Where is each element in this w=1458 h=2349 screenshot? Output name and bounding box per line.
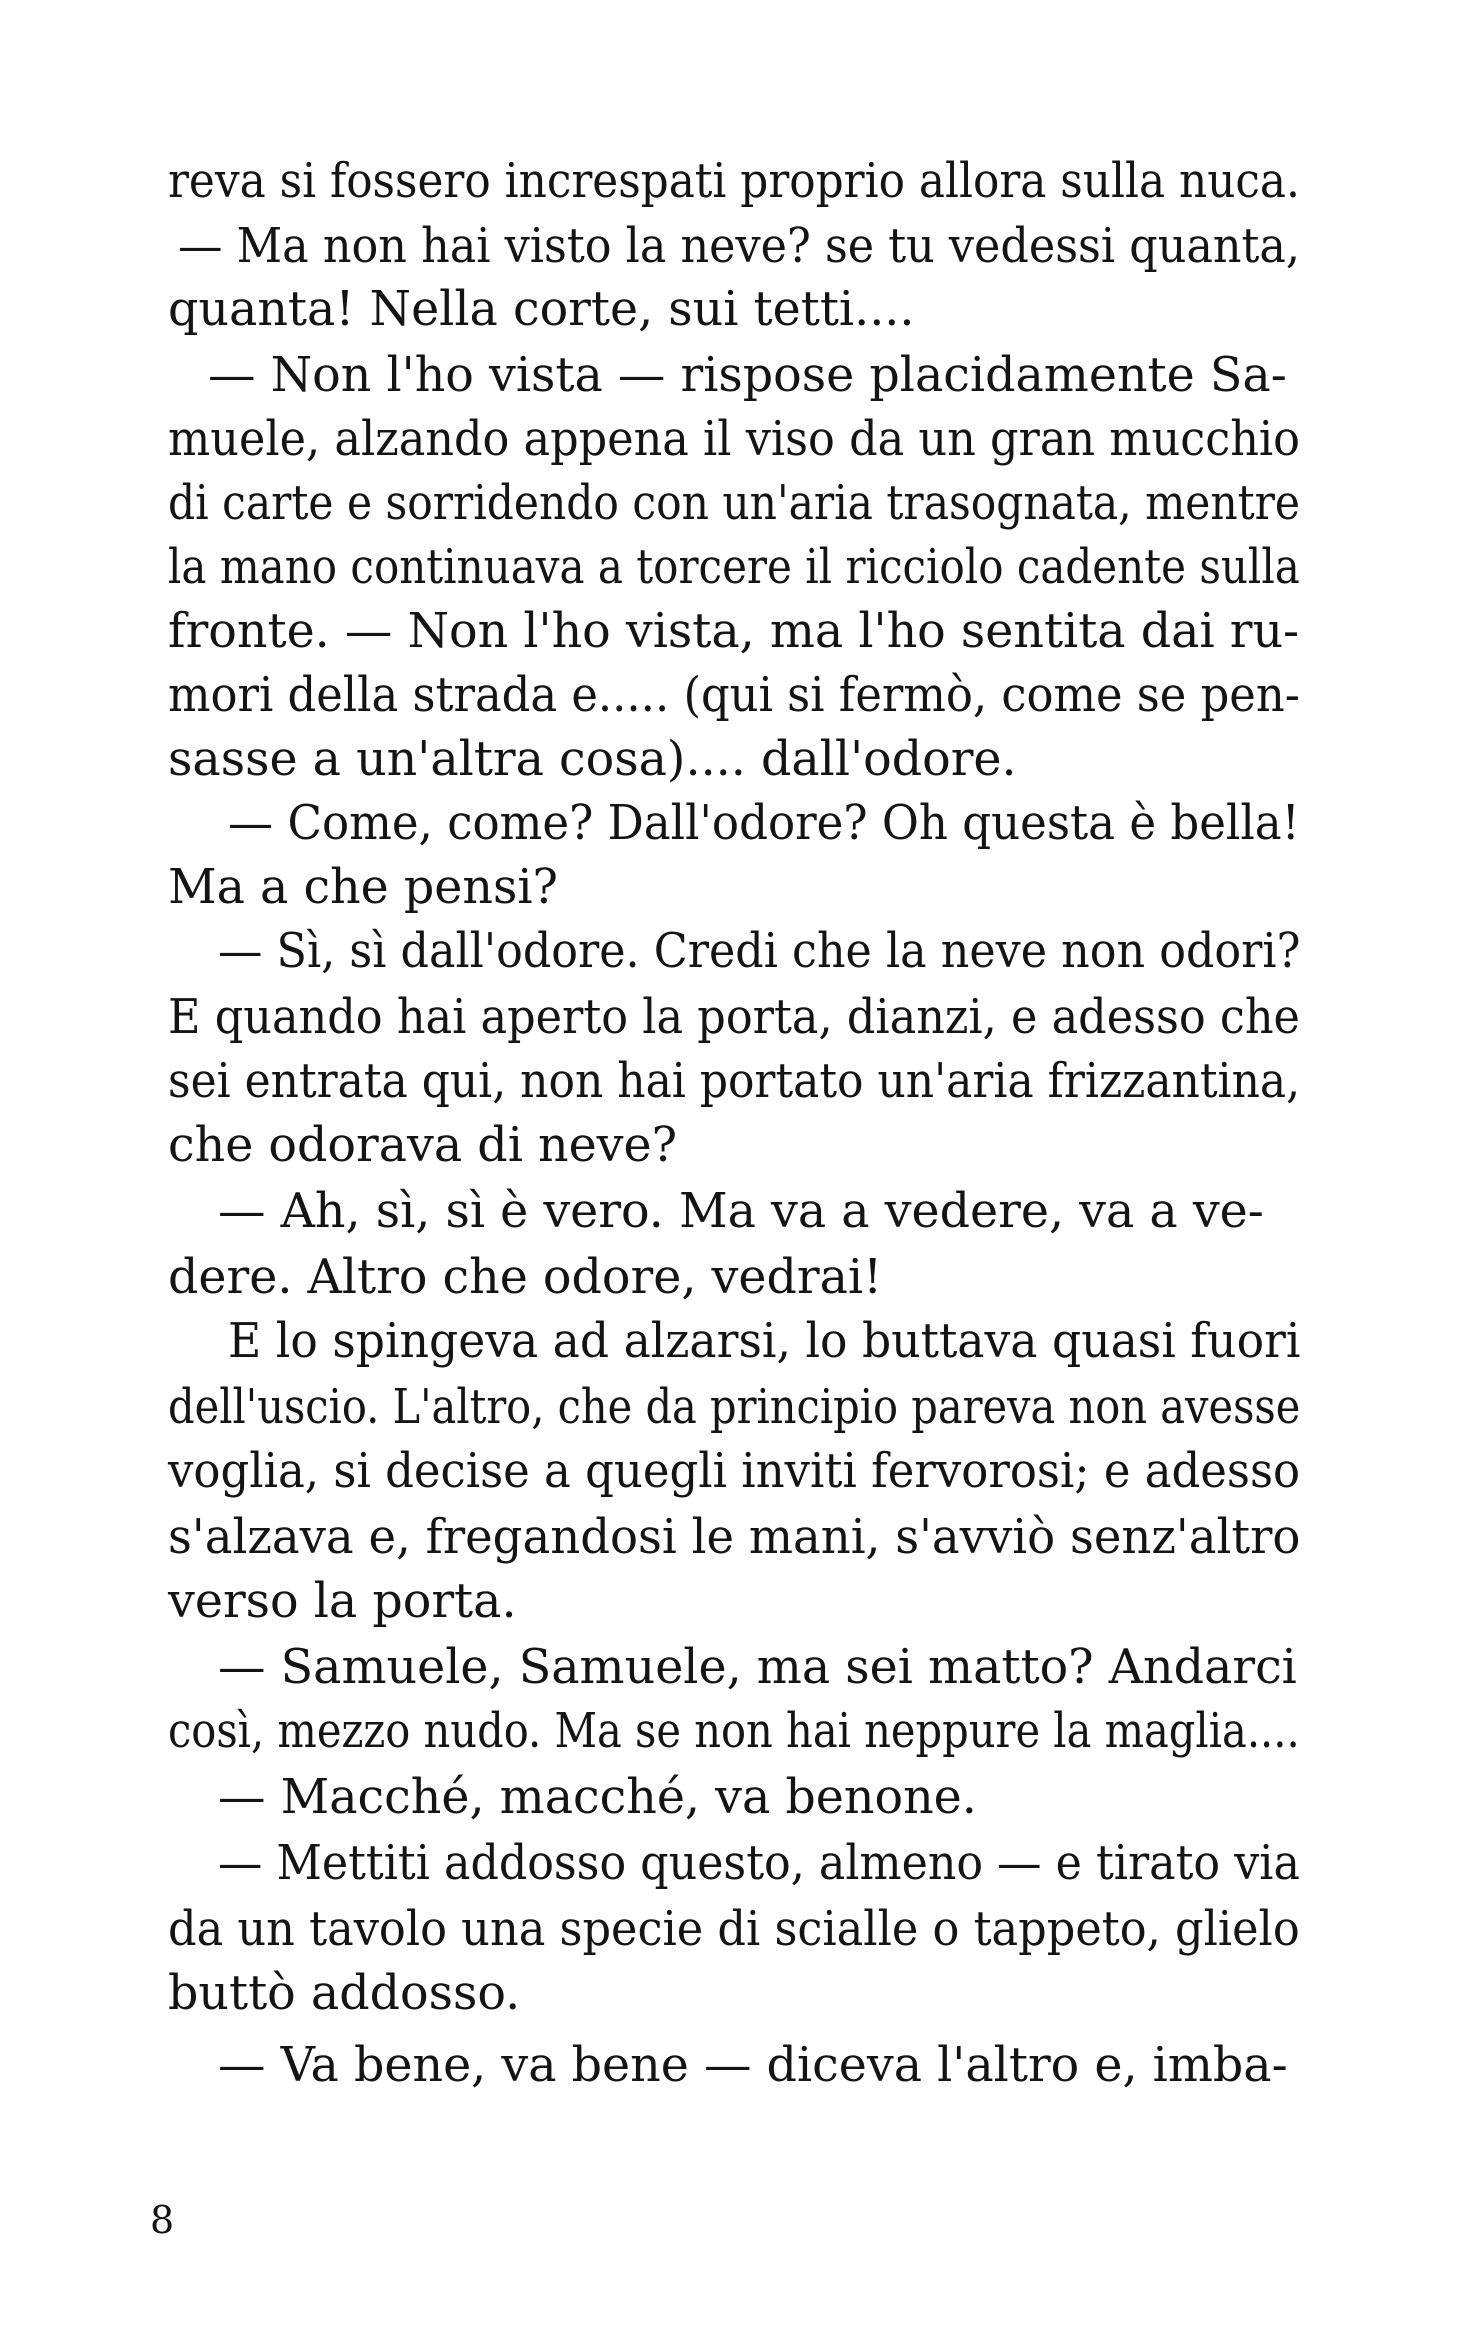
text-line: E lo spingeva ad alzarsi, lo buttava quasi fuori: [228, 1314, 1301, 1369]
text-line: mori della strada e..... (qui si fermò, come se pen-: [168, 668, 1300, 723]
text-line: s'alzava e, fregandosi le mani, s'avviò senz'altro: [168, 1510, 1301, 1565]
text-line: Ma a che pensi?: [168, 860, 559, 915]
text-line: dell'uscio. L'altro, che da principio pareva non avesse: [168, 1380, 1301, 1435]
text-line: — Macché, macché, va benone.: [218, 1770, 977, 1825]
text-line: reva si fossero increspati proprio allora sulla nuca.: [168, 154, 1300, 209]
page-number: 8: [150, 2198, 175, 2242]
text-line: — Sì, sì dall'odore. Credi che la neve non odori?: [218, 924, 1301, 979]
text-line: sasse a un'altra cosa).... dall'odore.: [168, 732, 1017, 787]
text-line: da un tavolo una specie di scialle o tappeto, glielo: [168, 1902, 1300, 1957]
text-line: la mano continuava a torcere il ricciolo cadente sulla: [168, 540, 1300, 595]
text-line: — Va bene, va bene — diceva l'altro e, imba-: [218, 2038, 1288, 2093]
text-line: così, mezzo nudo. Ma se non hai neppure la maglia....: [168, 1704, 1300, 1759]
text-line: muele, alzando appena il viso da un gran mucchio: [168, 412, 1301, 467]
text-line: — Non l'ho vista — rispose placidamente Sa-: [208, 348, 1287, 403]
text-line: — Come, come? Dall'odore? Oh questa è bella!: [228, 796, 1300, 851]
text-line: — Samuele, Samuele, ma sei matto? Andarci: [218, 1640, 1297, 1695]
text-line: di carte e sorridendo con un'aria trasognata, mentre: [168, 476, 1301, 531]
text-line: sei entrata qui, non hai portato un'aria frizzantina,: [168, 1054, 1301, 1109]
text-line: — Ah, sì, sì è vero. Ma va a vedere, va a ve-: [218, 1184, 1264, 1239]
text-line: dere. Altro che odore, vedrai!: [168, 1250, 883, 1305]
text-line: E quando hai aperto la porta, dianzi, e adesso che: [168, 990, 1300, 1045]
text-line: fronte. — Non l'ho vista, ma l'ho sentita dai ru-: [168, 604, 1300, 659]
text-line: — Ma non hai visto la neve? se tu vedessi quanta,: [178, 219, 1301, 274]
text-line: quanta! Nella corte, sui tetti....: [168, 282, 915, 337]
text-line: voglia, si decise a quegli inviti fervorosi; e adesso: [168, 1444, 1301, 1499]
text-line: — Mettiti addosso questo, almeno — e tirato via: [218, 1836, 1300, 1891]
text-line: che odorava di neve?: [168, 1118, 678, 1173]
text-line: verso la porta.: [168, 1574, 517, 1629]
text-line: buttò addosso.: [168, 1966, 521, 2021]
